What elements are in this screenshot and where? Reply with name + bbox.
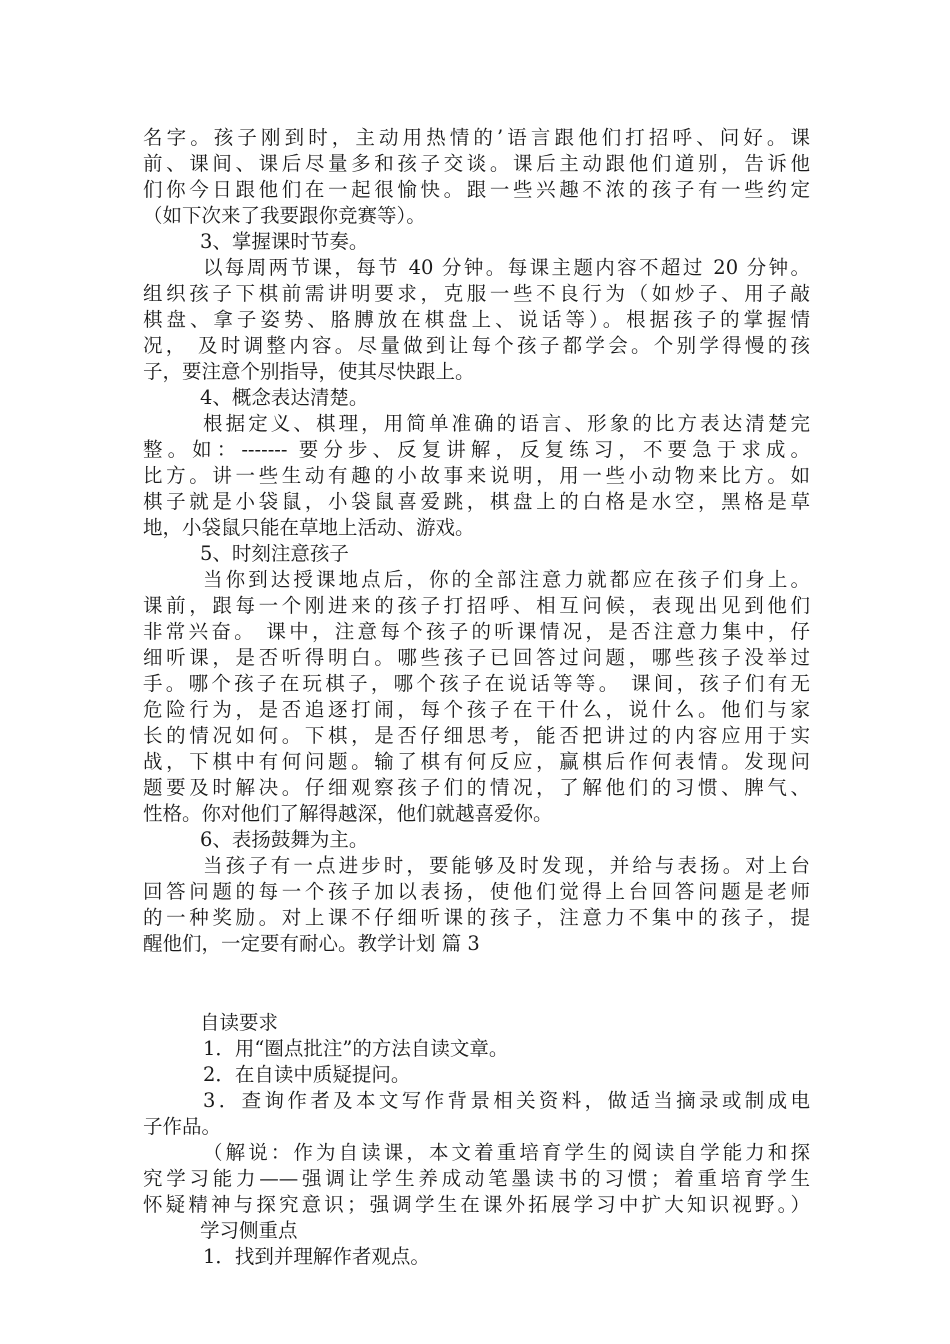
text-line: 比方。讲一些生动有趣的小故事来说明，用一些小动物来比方。如	[143, 464, 810, 487]
text-line: （解说：作为自读课，本文着重培育学生的阅读自学能力和探	[203, 1141, 810, 1164]
text-line: 细听课，是否听得明白。哪些孩子已回答过问题，哪些孩子没举过	[143, 646, 810, 669]
text-line: 的一种奖励。对上课不仔细听课的孩子，注意力不集中的孩子，提	[143, 906, 810, 929]
text-line: 性格。你对他们了解得越深，他们就越喜爱你。	[143, 802, 553, 825]
text-line: 以每周两节课，每节 40 分钟。每课主题内容不超过 20 分钟。	[203, 256, 810, 279]
section-heading: 自读要求	[200, 1011, 279, 1034]
text-line: 棋盘、拿子姿势、胳膊放在棋盘上、说话等）。根据孩子的掌握情	[143, 308, 810, 331]
text-line: 地，小袋鼠只能在草地上活动、游戏。	[143, 516, 475, 539]
text-line: 子，要注意个别指导，使其尽快跟上。	[143, 360, 475, 383]
text-line: 况， 及时调整内容。尽量做到让每个孩子都学会。个别学得慢的孩	[143, 334, 810, 357]
text-line: 名字。孩子刚到时，主动用热情的’语言跟他们打招呼、问好。课	[143, 126, 810, 149]
section-heading: 学习侧重点	[200, 1219, 298, 1242]
text-line: 题要及时解决。仔细观察孩子们的情况，了解他们的习惯、脾气、	[143, 776, 810, 799]
text-line: 根据定义、棋理，用简单准确的语言、形象的比方表达清楚完	[203, 412, 810, 435]
section-heading: 3、掌握课时节奏。	[200, 230, 369, 253]
text-line: 子作品。	[143, 1115, 222, 1138]
text-line: 前、课间、课后尽量多和孩子交谈。课后主动跟他们道别，告诉他	[143, 152, 810, 175]
list-item: 1．找到并理解作者观点。	[203, 1245, 430, 1268]
text-line: 整。如：------- 要分步、反复讲解，反复练习，不要急于求成。	[143, 438, 810, 461]
text-line: 课前，跟每一个刚进来的孩子打招呼、相互问候，表现出见到他们	[143, 594, 810, 617]
text-line: 手。哪个孩子在玩棋子，哪个孩子在说话等等。 课间，孩子们有无	[143, 672, 810, 695]
section-heading: 6、表扬鼓舞为主。	[200, 828, 369, 851]
text-line: 非常兴奋。 课中，注意每个孩子的听课情况，是否注意力集中，仔	[143, 620, 810, 643]
text-line: 回答问题的每一个孩子加以表扬，使他们觉得上台回答问题是老师	[143, 880, 810, 903]
list-item: 3．查询作者及本文写作背景相关资料，做适当摘录或制成电	[203, 1089, 810, 1112]
text-line: 究学习能力——强调让学生养成动笔墨读书的习惯；着重培育学生	[143, 1167, 810, 1190]
text-line: 当你到达授课地点后，你的全部注意力就都应在孩子们身上。	[203, 568, 810, 591]
text-line: 当孩子有一点进步时，要能够及时发现，并给与表扬。对上台	[203, 854, 810, 877]
text-line: 长的情况如何。下棋，是否仔细思考，能否把讲过的内容应用于实	[143, 724, 810, 747]
text-line: 怀疑精神与探究意识；强调学生在课外拓展学习中扩大知识视野。）	[143, 1193, 810, 1216]
list-item: 1．用“圈点批注”的方法自读文章。	[203, 1037, 509, 1060]
section-heading: 5、时刻注意孩子	[200, 542, 349, 565]
list-item: 2．在自读中质疑提问。	[203, 1063, 411, 1086]
section-heading: 4、概念表达清楚。	[200, 386, 369, 409]
text-line: 组织孩子下棋前需讲明要求，克服一些不良行为（如炒子、用子敲	[143, 282, 810, 305]
text-line: 们你今日跟他们在一起很愉快。跟一些兴趣不浓的孩子有一些约定	[143, 178, 810, 201]
text-line: 棋子就是小袋鼠，小袋鼠喜爱跳，棋盘上的白格是水空，黑格是草	[143, 490, 810, 513]
text-line: 醒他们，一定要有耐心。教学计划 篇 3	[143, 932, 480, 955]
text-line: 危险行为，是否追逐打闹，每个孩子在干什么，说什么。他们与家	[143, 698, 810, 721]
text-line: （如下次来了我要跟你竞赛等）。	[143, 204, 426, 227]
text-line: 战，下棋中有何问题。输了棋有何反应，赢棋后作何表情。发现问	[143, 750, 810, 773]
